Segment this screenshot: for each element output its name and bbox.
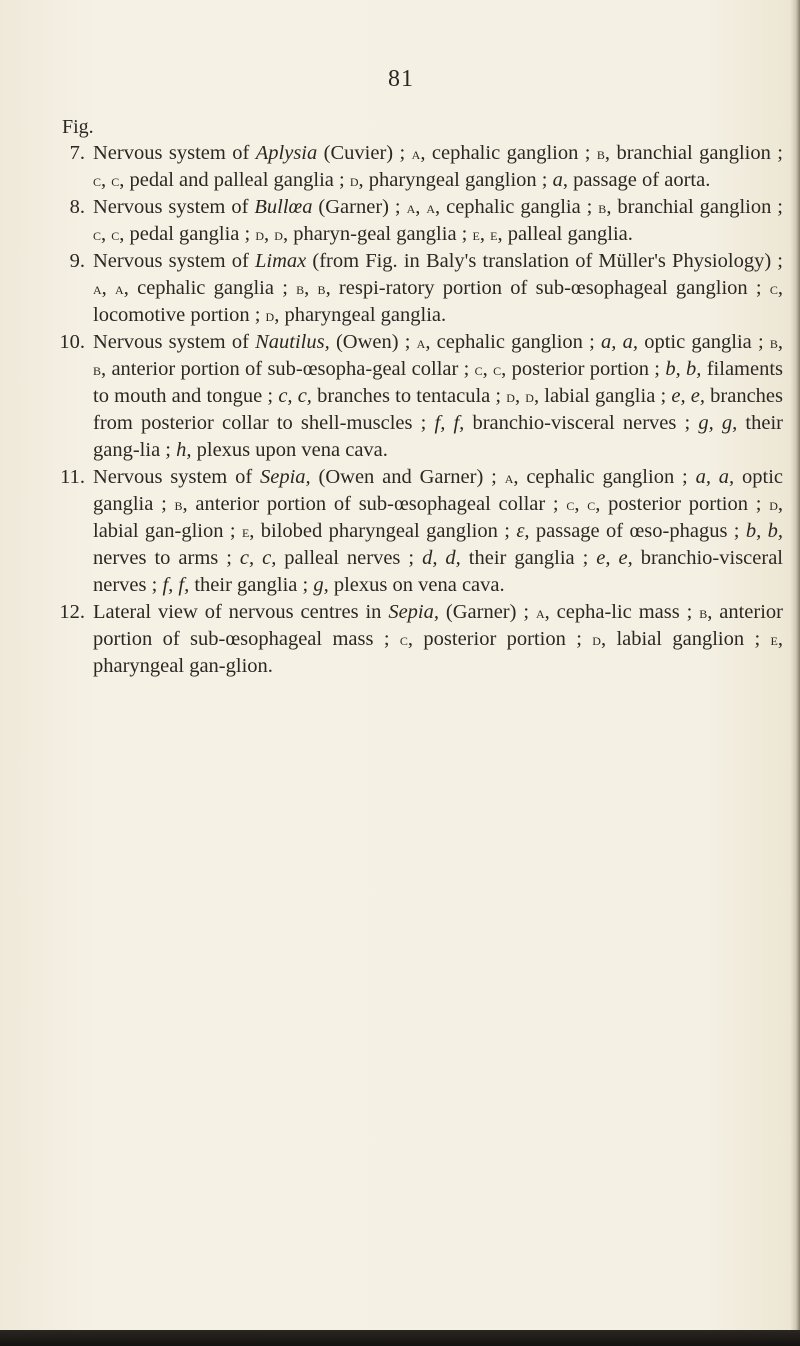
caption-segment: , labial ganglia ; <box>533 385 672 407</box>
caption-segment: , anterior portion of sub-œsophageal mass ; <box>93 601 784 650</box>
caption-segment: , <box>101 169 112 191</box>
caption-segment: (from Fig. in Baly's translation of Müller's Physiology) ; <box>306 250 783 272</box>
caption-segment: , pedal ganglia ; <box>119 223 256 245</box>
caption-letter-label: d <box>274 224 283 244</box>
caption-text <box>93 140 783 194</box>
caption-segment: , posterior portion ; <box>501 358 666 380</box>
caption-segment: , posterior portion ; <box>407 628 593 650</box>
caption-letter-label: a <box>406 197 416 217</box>
caption-segment: (Garner) ; <box>438 601 536 623</box>
caption-segment: , bilobed pharyngeal ganglion ; <box>249 520 517 542</box>
caption-letter-label: b <box>769 332 778 352</box>
caption-segment: , <box>304 277 318 299</box>
caption-segment: their ganglia ; <box>189 574 314 596</box>
caption-letter-label: a <box>115 278 124 298</box>
caption-number: 9. <box>69 250 85 272</box>
caption-segment: branchio-visceral nerves ; <box>464 412 699 434</box>
caption-entry <box>55 194 783 248</box>
caption-number: 11. <box>60 466 85 488</box>
caption-segment: , respi-ratory portion of sub-œsophageal ganglion ; <box>325 277 770 299</box>
caption-letter-label: d <box>265 305 275 325</box>
caption-entry <box>55 248 783 329</box>
caption-text <box>93 329 783 464</box>
caption-segment: plexus on vena cava. <box>328 574 505 596</box>
caption-segment: branches to tentacula ; <box>311 385 507 407</box>
caption-segment: , branchial ganglion ; <box>606 196 784 218</box>
caption-segment: , <box>514 385 526 407</box>
page-number: 81 <box>388 66 414 92</box>
caption-letter-label: d <box>349 170 359 190</box>
caption-letter-label: d <box>255 224 265 244</box>
caption-segment: , branchial ganglion ; <box>604 142 783 164</box>
caption-letter-label: a <box>93 278 102 298</box>
caption-letter-label: c <box>399 629 408 649</box>
bottom-scan-edge <box>0 1330 800 1346</box>
caption-letter-label: b <box>598 197 607 217</box>
caption-segment: nerves to arms ; <box>93 547 240 569</box>
caption-letter-label: b <box>93 359 102 379</box>
caption-italic-term: Nautilus, <box>255 331 330 353</box>
caption-segment: Nervous system of <box>93 331 256 353</box>
caption-segment: plexus upon vena cava. <box>191 439 388 461</box>
caption-segment: , <box>777 331 783 353</box>
caption-letter-label: c <box>493 359 502 379</box>
caption-segment: , anterior portion of sub-œsopha-geal collar ; <box>101 358 475 380</box>
caption-italic-term: f, f, <box>162 574 190 596</box>
caption-segment: , anterior portion of sub-œsophageal collar ; <box>182 493 567 515</box>
caption-segment: optic ganglia ; <box>93 466 784 515</box>
caption-italic-term: Sepia, <box>260 466 311 488</box>
figure-captions-list <box>55 140 783 680</box>
caption-italic-term: g, g, <box>698 412 738 434</box>
caption-italic-term: a <box>552 169 563 191</box>
caption-italic-term: c, c, <box>239 547 277 569</box>
caption-italic-term: e, e, <box>596 547 633 569</box>
caption-italic-term: h, <box>176 439 192 461</box>
caption-italic-term: a, a, <box>601 331 638 353</box>
caption-segment: their ganglia ; <box>460 547 597 569</box>
caption-segment: , palleal ganglia. <box>497 223 633 245</box>
caption-letter-label: d <box>592 629 601 649</box>
caption-segment: , locomotive portion ; <box>93 277 783 326</box>
caption-letter-label: d <box>506 386 515 406</box>
caption-segment: (Owen) ; <box>329 331 417 353</box>
caption-segment: branchio-visceral nerves ; <box>93 547 783 596</box>
caption-entry <box>55 599 783 680</box>
caption-italic-term: Sepia, <box>388 601 439 623</box>
caption-letter-label: d <box>769 494 778 514</box>
caption-letter-label: b <box>596 143 605 163</box>
caption-segment: , posterior portion ; <box>595 493 770 515</box>
caption-number: 10. <box>59 331 85 353</box>
caption-number: 8. <box>69 196 85 218</box>
caption-text <box>93 194 783 248</box>
caption-text <box>93 248 783 329</box>
caption-letter-label: a <box>426 197 436 217</box>
caption-letter-label: e <box>490 224 498 244</box>
fig-label: Fig. <box>62 116 94 138</box>
caption-segment: , pedal and palleal ganglia ; <box>119 169 350 191</box>
caption-segment: (Cuvier) ; <box>317 142 412 164</box>
caption-letter-label: d <box>525 386 534 406</box>
caption-letter-label: c <box>587 494 596 514</box>
caption-segment: (Owen and Garner) ; <box>310 466 505 488</box>
caption-segment: branches from posterior collar to shell-muscles ; <box>93 385 784 434</box>
caption-letter-label: a <box>411 143 421 163</box>
caption-italic-term: ε <box>516 520 525 542</box>
page-right-edge <box>790 0 800 1346</box>
caption-segment: , <box>574 493 588 515</box>
caption-number: 7. <box>69 142 85 164</box>
caption-segment: Nervous system of <box>93 142 256 164</box>
caption-letter-label: c <box>111 224 120 244</box>
caption-segment: , passage of aorta. <box>562 169 711 191</box>
caption-letter-label: e <box>770 629 778 649</box>
caption-segment: Lateral view of nervous centres in <box>93 601 389 623</box>
caption-text <box>93 464 783 599</box>
caption-segment: (Garner) ; <box>312 196 407 218</box>
caption-segment: , cepha-lic mass ; <box>544 601 700 623</box>
caption-italic-term: Limax <box>254 250 307 272</box>
caption-segment: , pharyn-geal ganglia ; <box>282 223 473 245</box>
caption-letter-label: b <box>699 602 708 622</box>
caption-letter-label: b <box>174 494 183 514</box>
caption-segment: , <box>482 358 494 380</box>
caption-segment: optic ganglia ; <box>638 331 770 353</box>
caption-segment: , cephalic ganglion ; <box>420 142 597 164</box>
caption-segment: , <box>101 277 116 299</box>
caption-entry <box>55 140 783 194</box>
caption-letter-label: e <box>241 521 250 541</box>
caption-letter-label: c <box>566 494 575 514</box>
caption-segment: , passage of œso-phagus ; <box>524 520 746 542</box>
caption-italic-term: Aplysia <box>255 142 318 164</box>
caption-italic-term: b, b, <box>745 520 784 542</box>
caption-letter-label: c <box>769 278 778 298</box>
caption-entry <box>55 464 783 599</box>
caption-italic-term: a, a, <box>695 466 735 488</box>
caption-number: 12. <box>59 601 85 623</box>
caption-segment: , <box>264 223 275 245</box>
caption-segment: , pharyngeal ganglion ; <box>358 169 553 191</box>
caption-entry <box>55 329 783 464</box>
caption-segment: , <box>415 196 427 218</box>
caption-italic-term: g, <box>313 574 329 596</box>
caption-letter-label: e <box>472 224 480 244</box>
caption-text <box>93 599 783 680</box>
caption-italic-term: d, d, <box>422 547 461 569</box>
caption-segment: Nervous system of <box>93 466 260 488</box>
caption-italic-term: e, e, <box>671 385 705 407</box>
caption-letter-label: c <box>111 170 120 190</box>
caption-segment: filaments to mouth and tongue ; <box>93 358 784 407</box>
caption-segment: Nervous system of <box>93 250 255 272</box>
caption-segment: , labial gan-glion ; <box>93 493 783 542</box>
caption-segment: , cephalic ganglia ; <box>123 277 297 299</box>
caption-italic-term: c, c, <box>278 385 312 407</box>
caption-segment: , pharyngeal ganglia. <box>274 304 447 326</box>
caption-segment: , labial ganglion ; <box>600 628 771 650</box>
caption-italic-term: Bullœa <box>254 196 313 218</box>
caption-segment: , <box>479 223 491 245</box>
caption-letter-label: a <box>535 602 545 622</box>
caption-letter-label: b <box>296 278 305 298</box>
caption-letter-label: a <box>504 467 514 487</box>
caption-letter-label: a <box>416 332 426 352</box>
caption-segment: , <box>101 223 112 245</box>
caption-letter-label: c <box>474 359 483 379</box>
caption-segment: palleal nerves ; <box>276 547 423 569</box>
caption-letter-label: c <box>93 224 102 244</box>
caption-segment: , cephalic ganglion ; <box>513 466 696 488</box>
caption-letter-label: c <box>93 170 102 190</box>
caption-letter-label: b <box>317 278 326 298</box>
caption-segment: , cephalic ganglia ; <box>435 196 599 218</box>
caption-segment: , pharyngeal gan-glion. <box>93 628 783 677</box>
caption-segment: , cephalic ganglion ; <box>425 331 602 353</box>
caption-italic-term: f, f, <box>434 412 465 434</box>
caption-segment: Nervous system of <box>93 196 255 218</box>
caption-segment: their gang-lia ; <box>93 412 783 461</box>
caption-italic-term: b, b, <box>665 358 702 380</box>
